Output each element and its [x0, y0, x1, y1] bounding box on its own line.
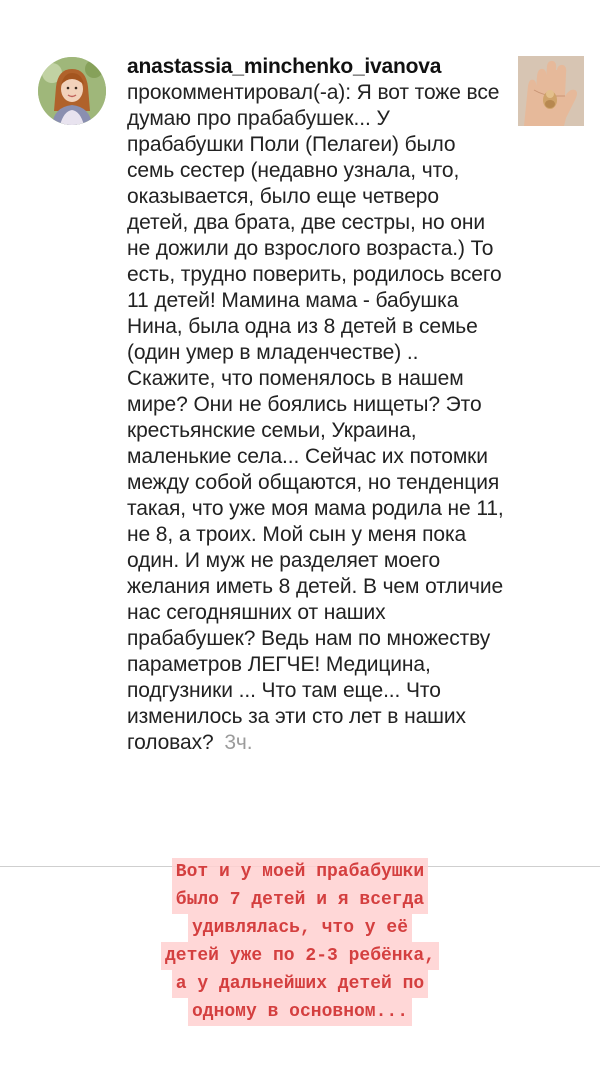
caption-text: детей уже по 2-3 ребёнка, — [161, 942, 439, 970]
hand-holding-figurine-photo-icon — [518, 56, 584, 126]
avatar[interactable] — [38, 57, 106, 125]
caption-line — [0, 970, 600, 998]
caption-text: удивлялась, что у её — [188, 914, 412, 942]
story-caption — [0, 858, 600, 1026]
caption-text: Вот и у моей прабабушки — [172, 858, 428, 886]
caption-line — [0, 998, 600, 1026]
caption-line — [0, 886, 600, 914]
post-thumbnail[interactable] — [518, 56, 584, 126]
comment-text: прокомментировал(-а): Я вот тоже все думаю про прабабушек... У прабабушки Поли (Пелагеи) было семь сестер (недавно узнала, что, оказывается, было еще четверо детей, два брата, две сестры, но они не дожили до взрослого возраста.) То есть, трудно поверить, родилось всего 11 детей! Мамина мама - бабушка Нина, была одна из 8 детей в семье (один умер в младенчестве) .. Скажите, что поменялось в нашем мире? Они не боялись нищеты? Это крестьянские семьи, Украина, маленькие села... Сейчас их потомки между собой общаются, но тенденция такая, что уже моя мама родила не 11, не 8, а троих. Мой сын у меня пока один. И муж не разделяет моего желания иметь 8 детей. В чем отличие нас сегодняшних от наших прабабушек? Ведь нам по множеству параметров ЛЕГЧЕ! Медицина, подгузники ... Что там еще... Что изменилось за эти сто лет в наших головах? — [127, 81, 504, 754]
caption-line — [0, 858, 600, 886]
comment-username[interactable]: anastassia_minchenko_ivanova — [127, 55, 442, 78]
caption-line — [0, 914, 600, 942]
comment-body — [127, 54, 505, 756]
caption-text: одному в основном... — [188, 998, 412, 1026]
user-avatar-photo-icon — [38, 57, 106, 125]
caption-line — [0, 942, 600, 970]
caption-text: было 7 детей и я всегда — [172, 886, 428, 914]
caption-text: а у дальнейших детей по — [172, 970, 428, 998]
comment-timestamp: 3ч. — [224, 731, 253, 754]
